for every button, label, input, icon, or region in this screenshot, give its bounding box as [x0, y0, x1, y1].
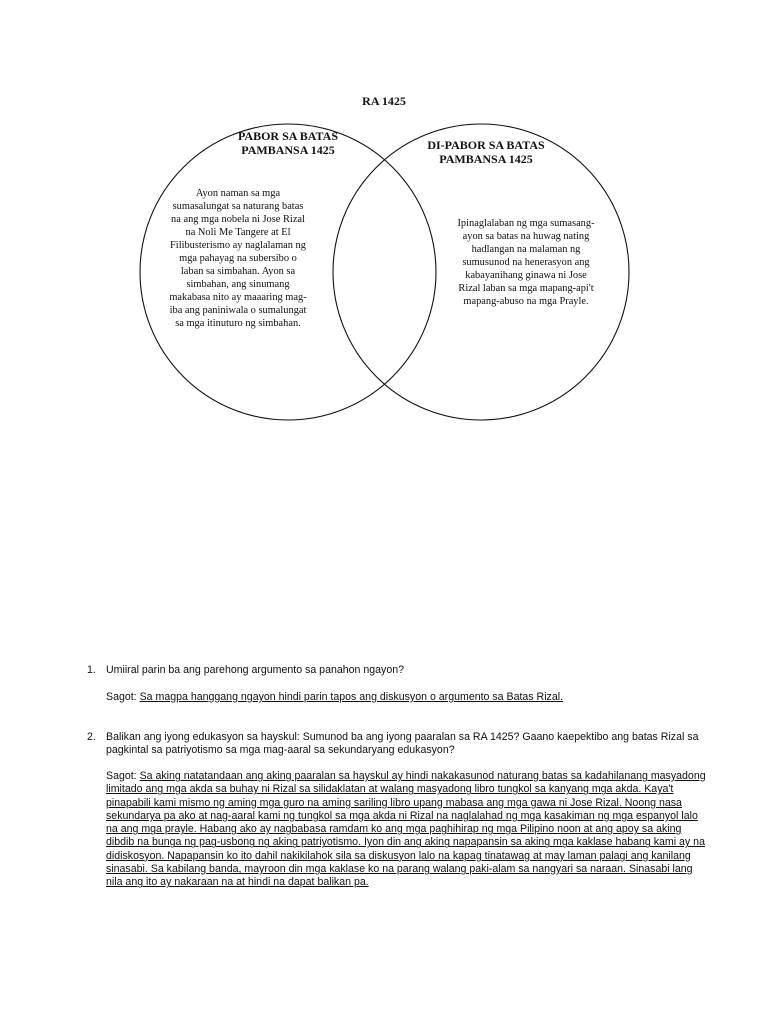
- left-heading-line2: PAMBANSA 1425: [241, 143, 335, 157]
- left-heading-line1: PABOR SA BATAS: [237, 129, 339, 143]
- left-circle-body: Ayon naman sa mga sumasalungat sa naturang batas na ang mga nobela ni Jose Rizal na Noli Me Tangere at El Filibusterismo ay naglalaman ng mga pahayag na subersibo o laban sa simbahan. Ayon sa simbahan, ang sinumang makabasa nito ay maaaring mag-iba ang paniniwala o sumalungat sa mga itinuturo ng simbahan.: [169, 188, 307, 329]
- question-1-text: Umiiral parin ba ang parehong argumento sa panahon ngayon?: [106, 664, 405, 676]
- venn-diagram: [0, 0, 768, 460]
- answer-2-label: Sagot:: [106, 770, 137, 782]
- right-heading-line1: DI-PABOR SA BATAS: [427, 138, 545, 152]
- answer-1-text: Sa magpa hanggang ngayon hindi parin tapos ang diskusyon o argumento sa Batas Rizal.: [139, 691, 564, 703]
- question-2-answer: [106, 770, 706, 890]
- right-circle-body: Ipinaglalaban ng mga sumasang-ayon sa batas na huwag nating hadlangan na malaman ng sumusunod na henerasyon ang kabayanihang ginawa ni Jose Rizal laban sa mga mapang-api't mapang-abuso na mga Prayle.: [457, 218, 595, 307]
- answer-1-label: Sagot:: [106, 691, 137, 703]
- question-1-number: 1.: [87, 664, 96, 676]
- question-1-answer: [106, 691, 706, 704]
- right-circle-heading: [398, 138, 574, 166]
- right-heading-line2: PAMBANSA 1425: [439, 152, 533, 166]
- answer-2-text: Sa aking natatandaan ang aking paaralan sa hayskul ay hindi nakakasunod naturang batas sa kadahilanang masyadong limitado ang mga akda sa buhay ni Rizal sa silidaklatan at walang masyadong libro tungkol sa kanyang mga akda. Kaya't pinapabili kami mismo ng aming mga guro na aming sariling libro upang mabasa ang mga gawa ni Jose Rizal. Noong nasa sekundarya pa ako at nag-aaral kami ng tungkol sa mga akda ni Rizal na naglalahad ng mga kasakiman ng mga espanyol lalo na ang mga prayle. Habang ako ay nagbabasa ramdam ko ang mga paghihirap ng mga Pilipino noon at ang apoy sa aking dibdib na bunga ng pag-usbong ng aking patriyotismo. Iyon din ang aking napapansin sa aking mga kaklase habang kami ay na didiskosyon. Napapansin ko ito dahil nakikilahok sila sa diskusyon lalo na kapag tinatawag at may laman palagi ang kanilang sinasabi. Sa kabilang banda, mayroon din mga kaklase ko na parang walang paki-alam sa nangyari sa naraan. Sinasabi lang nila ang ito ay nakaraan na at hindi na dapat balikan pa.: [106, 770, 706, 889]
- question-2-number: 2.: [87, 731, 96, 743]
- page-title: RA 1425: [362, 94, 406, 108]
- question-2-text: Balikan ang iyong edukasyon sa hayskul: Sumunod ba ang iyong paaralan sa RA 1425? Gaano kaepektibo ang batas Rizal sa pagkintal sa patriyotismo sa mga mag-aaral sa sekundaryang edukasyon?: [106, 731, 699, 757]
- left-circle-heading: [208, 129, 368, 157]
